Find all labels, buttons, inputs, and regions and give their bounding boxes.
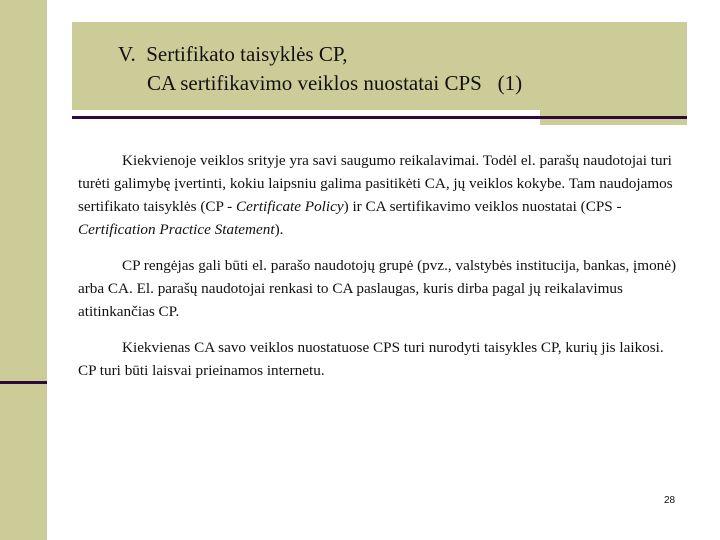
- paragraph-3: Kiekvienas CA savo veiklos nuostatuose CPS turi nurodyti taisykles CP, kurių jis laikosi. CP turi būti laisvai prieinamos internetu.: [78, 339, 664, 379]
- left-decor-bar: [0, 0, 47, 540]
- paragraph-1: [78, 149, 680, 241]
- paragraph-1-text-a: Kiekvienoje veiklos srityje yra savi saugumo reikalavimai. Todėl el. parašų naudotojai turi turėti galimybę įvertinti, kokiu laipsniu galima pasitikėti CA, jų veiklos kokybe. Tam naudojamos sertifikato taisyklės (CP -: [78, 152, 673, 215]
- title-underline: [72, 116, 687, 119]
- paragraph-1-italic-cps: Certification Practice Statement: [78, 221, 275, 238]
- slide-title: [118, 40, 522, 98]
- page-number: 28: [664, 495, 676, 506]
- left-accent-line: [0, 381, 47, 384]
- title-line-2: CA sertifikavimo veiklos nuostatai CPS (1): [147, 71, 523, 95]
- slide-body: [78, 149, 680, 395]
- paragraph-2: CP rengėjas gali būti el. parašo naudotojų grupė (pvz., valstybės institucija, bankas, įmonė) arba CA. El. parašų naudotojai renkasi to CA paslaugas, kuris dirba pagal jų reikalavimus atitinkančias CP.: [78, 257, 677, 320]
- paragraph-1-text-c: ).: [274, 221, 284, 238]
- paragraph-1-italic-cp: Certificate Policy: [236, 198, 344, 215]
- paragraph-1-text-b: ) ir CA sertifikavimo veiklos nuostatai (CPS -: [343, 198, 622, 215]
- title-line-1: V. Sertifikato taisyklės CP,: [118, 42, 348, 66]
